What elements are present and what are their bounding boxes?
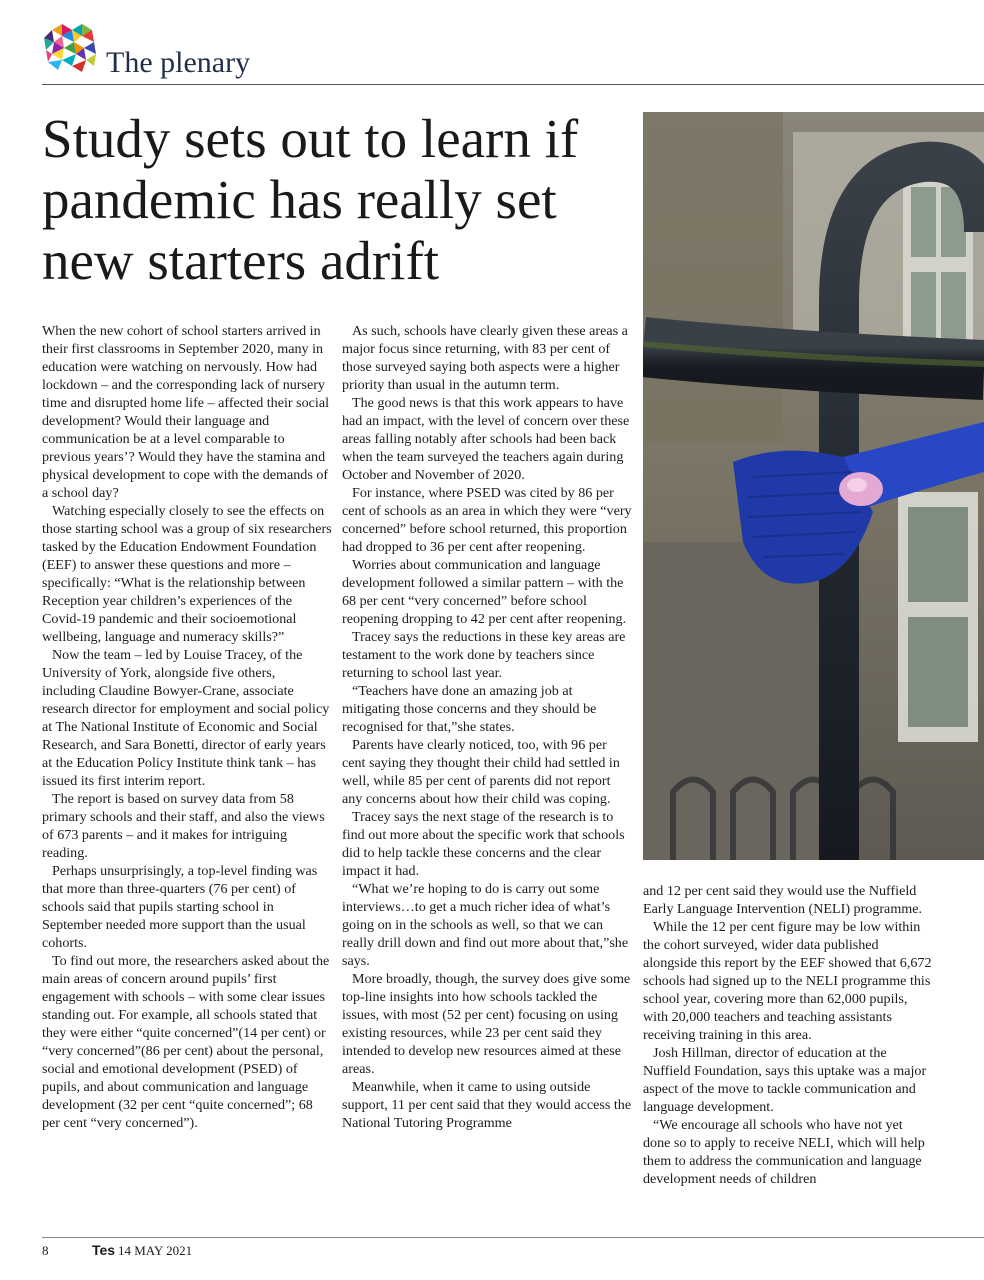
paragraph: When the new cohort of school starters arrived in their first classrooms in September 2020, many in education were watching on nervously. How had lockdown – and the corresponding lack of nursery time and disrupted home life – affected their social development? Would their language and communication be at a level comparable to previous years’? Would they have the stamina and physical development to cope with the demands of a school day?: [42, 323, 329, 501]
header-divider: [42, 84, 984, 85]
issue-date: 14 MAY 2021: [118, 1243, 193, 1258]
paragraph: The good news is that this work appears to have had an impact, with the level of concern over these areas falling notably after schools had been back when the team surveyed the teachers again during October and November of 2020.: [342, 395, 630, 483]
paragraph: As such, schools have clearly given these areas a major focus since returning, with 83 per cent of those surveyed saying both aspects were a higher priority than usual in the autumn term.: [342, 323, 628, 393]
paragraph: and 12 per cent said they would use the Nuffield Early Language Intervention (NELI) programme.: [643, 883, 923, 917]
section-title: The plenary: [106, 46, 251, 79]
paragraph: Tracey says the reductions in these key areas are testament to the work done by teachers since returning to school last year.: [342, 629, 626, 681]
article-photo: [643, 112, 984, 860]
paragraph: Worries about communication and language development followed a similar pattern – with the 68 per cent “very concerned” before school reopening dropping to 42 per cent after reopening.: [342, 557, 627, 627]
paragraph: “What we’re hoping to do is carry out some interviews…to get a much richer idea of what’s going on in the schools as well, so that we can really drill down and find out more about that,”she says.: [342, 881, 629, 969]
paragraph: For instance, where PSED was cited by 86 per cent of schools as an area in which they were “very concerned” before school returned, this proportion had dropped to 36 per cent after reopening.: [342, 485, 632, 555]
paragraph: Josh Hillman, director of education at the Nuffield Foundation, says this uptake was a major aspect of the move to tackle communication and language development.: [643, 1045, 927, 1115]
paragraph: Now the team – led by Louise Tracey, of the University of York, alongside five others, including Claudine Bowyer-Crane, associate research director for employment and social policy at The National Institute of Economic and Social Research, and Sara Bonetti, director of early years at the Education Policy Institute think tank – has issued its first interim report.: [42, 647, 330, 789]
article-column-3: [643, 882, 933, 1188]
footer-divider: [42, 1237, 984, 1238]
article-headline: Study sets out to learn if pandemic has really set new starters adrift: [42, 108, 579, 291]
paragraph: Tracey says the next stage of the research is to find out more about the specific work that schools did to help tackle these concerns and the clear impact it had.: [342, 809, 625, 879]
paragraph: Meanwhile, when it came to using outside support, 11 per cent said that they would access the National Tutoring Programme: [342, 1079, 632, 1131]
paragraph: Parents have clearly noticed, too, with 96 per cent saying they thought their child had settled in well, while 85 per cent of parents did not report any concerns about how their child was coping.: [342, 737, 620, 807]
paragraph: The report is based on survey data from 58 primary schools and their staff, and also the views of 673 parents – and it makes for intriguing reading.: [42, 791, 325, 861]
publication-name: Tes: [92, 1242, 116, 1258]
paragraph: Perhaps unsurprisingly, a top-level finding was that more than three-quarters (76 per cent) of schools said that pupils starting school in September needed more support than the usual cohorts.: [42, 863, 318, 951]
paragraph: “We encourage all schools who have not yet done so to apply to receive NELI, which will help them to address the communication and language development needs of children: [643, 1117, 925, 1187]
paragraph: Watching especially closely to see the effects on those starting school was a group of six researchers tasked by the Education Endowment Foundation (EEF) to answer these questions and more – specifically: “What is the relationship between Reception year children’s experiences of the Covid-19 pandemic and their socioemotional wellbeing, language and numeracy skills?”: [42, 503, 332, 645]
paragraph: “Teachers have done an amazing job at mitigating those concerns and they should be recognised for that,”she states.: [342, 683, 597, 735]
tes-logo-icon: [42, 22, 98, 74]
article-column-2: [342, 322, 632, 1132]
paragraph: While the 12 per cent figure may be low within the cohort surveyed, wider data published alongside this report by the EEF showed that 6,672 schools had signed up to the NELI programme this school year, covering more than 62,000 pupils, with 20,000 teachers and teaching assistants receiving training in this area.: [643, 919, 932, 1043]
paragraph: More broadly, though, the survey does give some top-line insights into how schools tackled the issues, with most (52 per cent) focusing on using existing resources, while 23 per cent said they intended to develop new resources aimed at these areas.: [342, 971, 631, 1077]
paragraph: To find out more, the researchers asked about the main areas of concern around pupils’ first engagement with schools – with some clear issues standing out. For example, all schools stated that they were either “quite concerned”(14 per cent) or “very concerned”(86 per cent) about the personal, social and emotional development (PSED) of pupils, and about communication and language development (32 per cent “quite concerned”; 68 per cent “very concerned”).: [42, 953, 330, 1131]
article-column-1: [42, 322, 332, 1132]
page-number: 8: [42, 1243, 49, 1258]
